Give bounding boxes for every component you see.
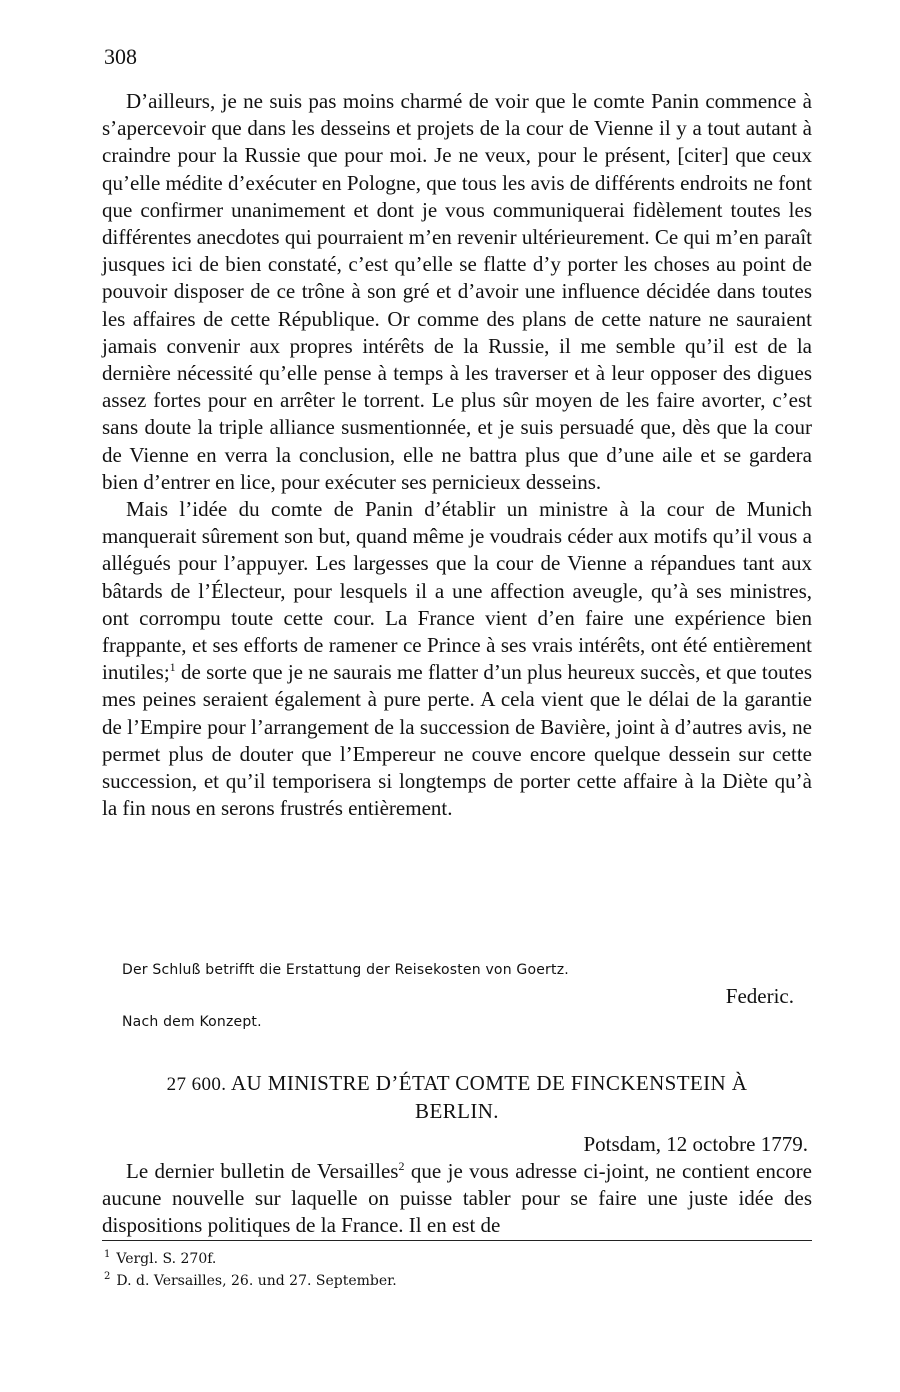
footnote-mark: 2 bbox=[104, 1271, 111, 1283]
letter-heading-place: BERLIN. bbox=[415, 1099, 499, 1123]
paragraph: D’ailleurs, je ne suis pas moins charmé de voir que le comte Panin commence à s’apercevoir que dans les desseins et projets de la cour de Vienne il y a tout autant à craindre pour la Russie que pour moi. Je ne veux, pour le présent, [citer] que ceux qu’elle médite d’exécuter en Pologne, que tous les avis de différents endroits ne font que confirmer unanimement et dont je vous communiquerai fidèlement toutes les différentes anecdotes qui pourraient m’en revenir ultérieurement. Ce qui m’en paraît jusques ici de bien constaté, c’est qu’elle se flatte d’y porter les choses au point de pouvoir disposer de ce trône à son gré et d’avoir une influence décidée dans toutes les affaires de cette République. Or comme des plans de cette nature ne sauraient jamais convenir aux propres intérêts de la Russie, il me semble qu’il est de la dernière nécessité qu’elle pense à temps à les traverser et à leur opposer des digues assez fortes pour en arrêter le torrent. Le plus sûr moyen de les faire avorter, c’est sans doute la triple alliance susmentionnée, et je suis persuadé que, dès que la cour de Vienne en verra la conclusion, elle ne battra plus que d’une aile et se gardera bien d’entrer en lice, pour exécuter ses pernicieux desseins. bbox=[102, 89, 812, 494]
letter-number: 27 600. bbox=[166, 1074, 227, 1095]
summary-note: Der Schluß betrifft die Erstattung der Reisekosten von Goertz. bbox=[122, 962, 569, 978]
letter-addressee: AU MINISTRE D’ÉTAT COMTE DE FINCKENSTEIN À bbox=[230, 1071, 748, 1095]
footnote-divider bbox=[102, 1240, 812, 1241]
footnote-mark: 1 bbox=[104, 1249, 111, 1261]
source-note: Nach dem Konzept. bbox=[122, 1014, 262, 1030]
letter-heading-line bbox=[102, 1070, 812, 1098]
paragraph bbox=[102, 496, 812, 822]
dateline: Potsdam, 12 octobre 1779. bbox=[583, 1132, 808, 1156]
paragraph bbox=[102, 1158, 812, 1240]
footnotes bbox=[104, 1248, 804, 1292]
letter-text bbox=[102, 1158, 812, 1240]
page-number: 308 bbox=[104, 44, 137, 69]
footnote-text: D. d. Versailles, 26. und 27. September. bbox=[116, 1273, 397, 1289]
paragraph-text: que je vous adresse ci-joint, ne contient encore aucune nouvelle sur laquelle on puisse tabler pour se faire une juste idée des dispositions politiques de la France. Il en est de bbox=[102, 1159, 812, 1238]
paragraph-text: de sorte que je ne saurais me flatter d’un plus heureux succès, et que toutes mes peines seraient également à pure perte. A cela vient que le délai de la garantie de l’Empire pour l’arrangement de la succession de Bavière, joint à d’autres avis, ne permet plus de douter que l’Empereur ne couve encore quelque dessein sur cette succession, et qu’il temporisera si longtemps de porter cette affaire à la Diète qu’à la fin nous en serons frustrés entièrement. bbox=[102, 660, 812, 821]
paragraph-text: Le dernier bulletin de Versailles bbox=[126, 1159, 399, 1183]
letter-body bbox=[102, 88, 812, 822]
paragraph-text: Mais l’idée du comte de Panin d’établir un ministre à la cour de Munich manquerait sûrement son but, quand même je voudrais céder aux motifs qu’il vous a allégués pour l’appuyer. Les largesses que la cour de Vienne a répandues tant aux bâtards de l’Électeur, pour lesquels il a une affection aveugle, qu’à ses ministres, ont corrompu toute cette cour. La France vient d’en faire une expérience bien frappante, et ses efforts de ramener ce Prince à ses vrais intérêts, ont été entièrement inutiles; bbox=[102, 497, 812, 685]
footnote-text: Vergl. S. 270f. bbox=[116, 1251, 217, 1267]
footnote bbox=[104, 1270, 804, 1292]
signature: Federic. bbox=[725, 984, 794, 1008]
footnote bbox=[104, 1248, 804, 1270]
footnote-reference: 1 bbox=[169, 660, 176, 675]
footnote-reference: 2 bbox=[398, 1159, 405, 1173]
letter-heading bbox=[102, 1070, 812, 1125]
